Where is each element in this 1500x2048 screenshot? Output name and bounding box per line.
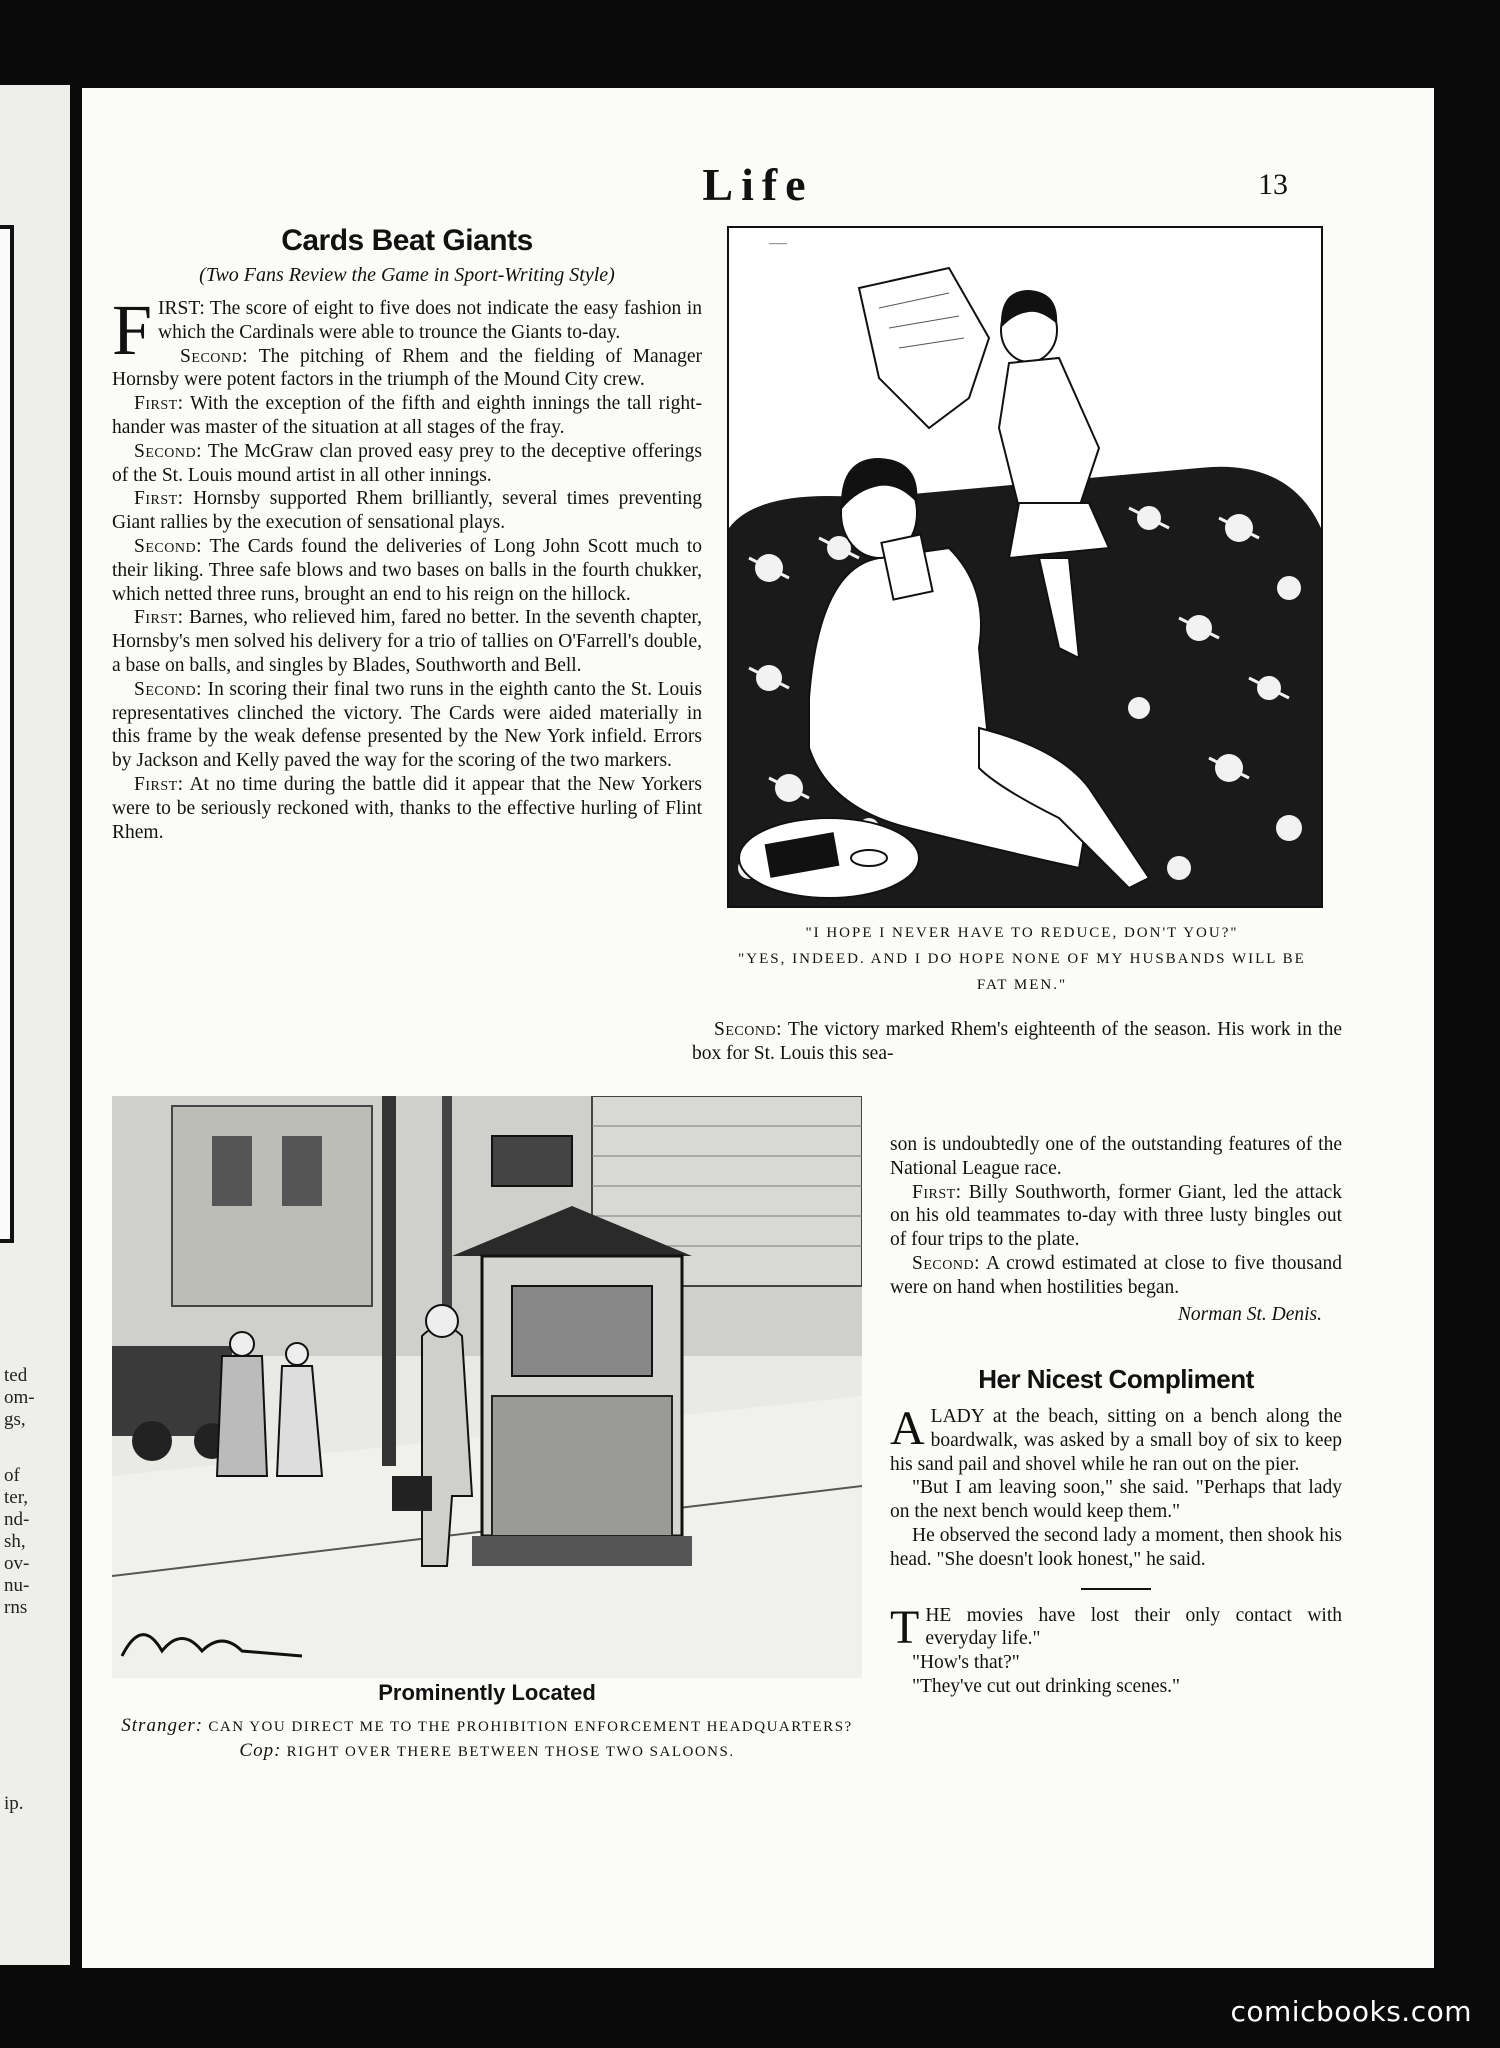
article-cards-beat-giants bbox=[112, 218, 702, 844]
masthead: Life bbox=[702, 159, 814, 210]
speaker-label: Second: bbox=[134, 535, 202, 557]
kiosk-drawing bbox=[112, 1096, 862, 1678]
speaker-label: Second: bbox=[714, 1019, 782, 1040]
caption-line bbox=[112, 1739, 862, 1764]
adjacent-page-edge bbox=[0, 85, 70, 1965]
paragraph-text: A crowd estimated at close to five thousand were on hand when hostilities began. bbox=[890, 1252, 1342, 1298]
paragraph-text: At no time during the battle did it appear that the New Yorkers were to be seriously reckoned with, thanks to the effective hurling of Flint Rhem. bbox=[112, 773, 702, 843]
watermark: comicbooks.com bbox=[1230, 1995, 1472, 2028]
speaker-label: First: bbox=[134, 488, 184, 510]
adjacent-fragment: gs, bbox=[4, 1409, 26, 1430]
illustration-caption-top bbox=[722, 920, 1322, 998]
magazine-page bbox=[82, 88, 1434, 1968]
paragraph-text: IRST: The score of eight to five does not indicate the easy fashion in which the Cardinals were able to trounce the Giants to-day. bbox=[158, 298, 702, 343]
sofa-drawing bbox=[729, 228, 1321, 906]
paragraph-text: The McGraw clan proved easy prey to the deceptive offerings of the St. Louis mound artist in all other innings. bbox=[112, 440, 702, 486]
drop-cap: T bbox=[890, 1600, 920, 1654]
paragraph-text: HE movies have lost their only contact with everyday life." bbox=[925, 1604, 1342, 1650]
adjacent-page-frame bbox=[0, 225, 14, 1243]
adjacent-fragment: ip. bbox=[4, 1793, 24, 1814]
speaker-label: Cop: bbox=[239, 1740, 282, 1761]
adjacent-fragment: nu- bbox=[4, 1575, 30, 1596]
article-paragraph bbox=[692, 1018, 1342, 1066]
article-continuation-wide bbox=[692, 1018, 1342, 1066]
adjacent-fragment: ov- bbox=[4, 1553, 30, 1574]
article-paragraph bbox=[890, 1133, 1342, 1181]
paragraph-text: Billy Southworth, former Giant, led the attack on his old teammates to-day with three lusty bingles out of four trips to the plate. bbox=[890, 1181, 1343, 1251]
speaker-label: Second: bbox=[134, 678, 202, 700]
illustration-title: Prominently Located bbox=[378, 1680, 596, 1705]
illustration-women-on-sofa bbox=[727, 226, 1323, 908]
speaker-label: Second: bbox=[912, 1252, 980, 1274]
drop-cap: A bbox=[890, 1402, 925, 1455]
article-paragraph: He observed the second lady a moment, then shook his head. "She doesn't look honest," he said. bbox=[890, 1524, 1342, 1570]
paragraph-text: With the exception of the fifth and eighth innings the tall right-hander was master of the situation at all stages of the fray. bbox=[112, 393, 702, 438]
author-signature: Norman St. Denis. bbox=[1177, 1303, 1322, 1325]
paragraph-text: Hornsby supported Rhem brilliantly, several times preventing Giant rallies by the execution of sensational plays. bbox=[112, 488, 703, 534]
article-paragraph: "They've cut out drinking scenes." bbox=[912, 1675, 1180, 1697]
paragraph-text: The Cards found the deliveries of Long John Scott much to their liking. Three safe blows and two bases on balls in the fourth chukker, which netted three runs, brought an end to his reign on the hillock. bbox=[112, 535, 702, 605]
article-paragraph bbox=[890, 1252, 1342, 1300]
speaker-label: Second: bbox=[180, 345, 249, 367]
caption-line bbox=[112, 1714, 862, 1739]
paragraph-text: son is undoubtedly one of the outstanding features of the National League race. bbox=[890, 1134, 1342, 1179]
page-number: 13 bbox=[1258, 168, 1288, 201]
article-paragraph bbox=[112, 606, 702, 677]
paragraph-text: LADY at the beach, sitting on a bench along the boardwalk, was asked by a small boy of six to keep his sand pail and shovel while he ran out on the pier. bbox=[890, 1406, 1342, 1475]
divider bbox=[1081, 1588, 1151, 1590]
illustration-caption-bottom bbox=[112, 1714, 862, 1764]
article-paragraph: "How's that?" bbox=[912, 1652, 1020, 1674]
caption-line: "YES, INDEED. AND I DO HOPE NONE OF MY HUSBANDS WILL BE FAT MEN." bbox=[738, 951, 1306, 993]
adjacent-fragment: nd- bbox=[4, 1509, 30, 1530]
article-title: Her Nicest Compliment bbox=[978, 1364, 1254, 1394]
article-paragraph bbox=[112, 535, 702, 606]
caption-text: CAN YOU DIRECT ME TO THE PROHIBITION ENFORCEMENT HEADQUARTERS? bbox=[208, 1719, 853, 1735]
paragraph-text: In scoring their final two runs in the eighth canto the St. Louis representatives clinched the victory. The Cards were aided materially in this frame by the weak defense presented by the New York infield. Errors by Jackson and Kelly paved the way for the scoring of the two markers. bbox=[112, 678, 702, 772]
article-paragraph bbox=[112, 487, 702, 535]
svg-text:——: —— bbox=[769, 238, 787, 248]
adjacent-fragment: om- bbox=[4, 1387, 35, 1408]
article-paragraph bbox=[112, 440, 702, 488]
adjacent-fragment: sh, bbox=[4, 1531, 26, 1552]
speaker-label: Stranger: bbox=[121, 1715, 204, 1736]
article-paragraph bbox=[112, 678, 702, 773]
article-paragraph bbox=[112, 773, 702, 844]
article-paragraph bbox=[112, 345, 702, 393]
caption-line: "I HOPE I NEVER HAVE TO REDUCE, DON'T YOU?" bbox=[805, 925, 1239, 941]
speaker-label: First: bbox=[134, 607, 184, 629]
paragraph-text: The pitching of Rhem and the fielding of Manager Hornsby were potent factors in the triumph of the Mound City crew. bbox=[112, 345, 703, 391]
article-paragraph bbox=[890, 1402, 1342, 1476]
adjacent-fragment: ted bbox=[4, 1365, 28, 1386]
article-paragraph bbox=[112, 392, 702, 440]
article-her-nicest-compliment bbox=[890, 1358, 1342, 1699]
article-paragraph bbox=[890, 1181, 1342, 1252]
speaker-label: First: bbox=[134, 393, 184, 415]
adjacent-fragment: rns bbox=[4, 1597, 28, 1618]
speaker-label: First: bbox=[912, 1181, 962, 1203]
article-title: Cards Beat Giants bbox=[281, 224, 533, 257]
article-subtitle: (Two Fans Review the Game in Sport-Writing Style) bbox=[199, 264, 615, 286]
article-continuation bbox=[890, 1133, 1342, 1326]
caption-text: RIGHT OVER THERE BETWEEN THOSE TWO SALOONS. bbox=[286, 1744, 735, 1760]
speaker-label: Second: bbox=[134, 440, 202, 462]
illustration-street-kiosk bbox=[112, 1096, 862, 1678]
adjacent-fragment: ter, bbox=[4, 1487, 29, 1508]
paragraph-text: Barnes, who relieved him, fared no better. In the seventh chapter, Hornsby's men solved his delivery for a trio of tallies on O'Farrell's double, a base on balls, and singles by Blades, Southworth and Bell. bbox=[112, 607, 702, 676]
drop-cap: F bbox=[112, 290, 153, 370]
speaker-label: First: bbox=[134, 773, 184, 795]
article-paragraph: "But I am leaving soon," she said. "Perhaps that lady on the next bench would keep them." bbox=[890, 1477, 1342, 1523]
article-paragraph bbox=[890, 1600, 1342, 1654]
adjacent-fragment: of bbox=[4, 1465, 20, 1486]
paragraph-text: The victory marked Rhem's eighteenth of the season. His work in the box for St. Louis this sea- bbox=[692, 1019, 1342, 1064]
